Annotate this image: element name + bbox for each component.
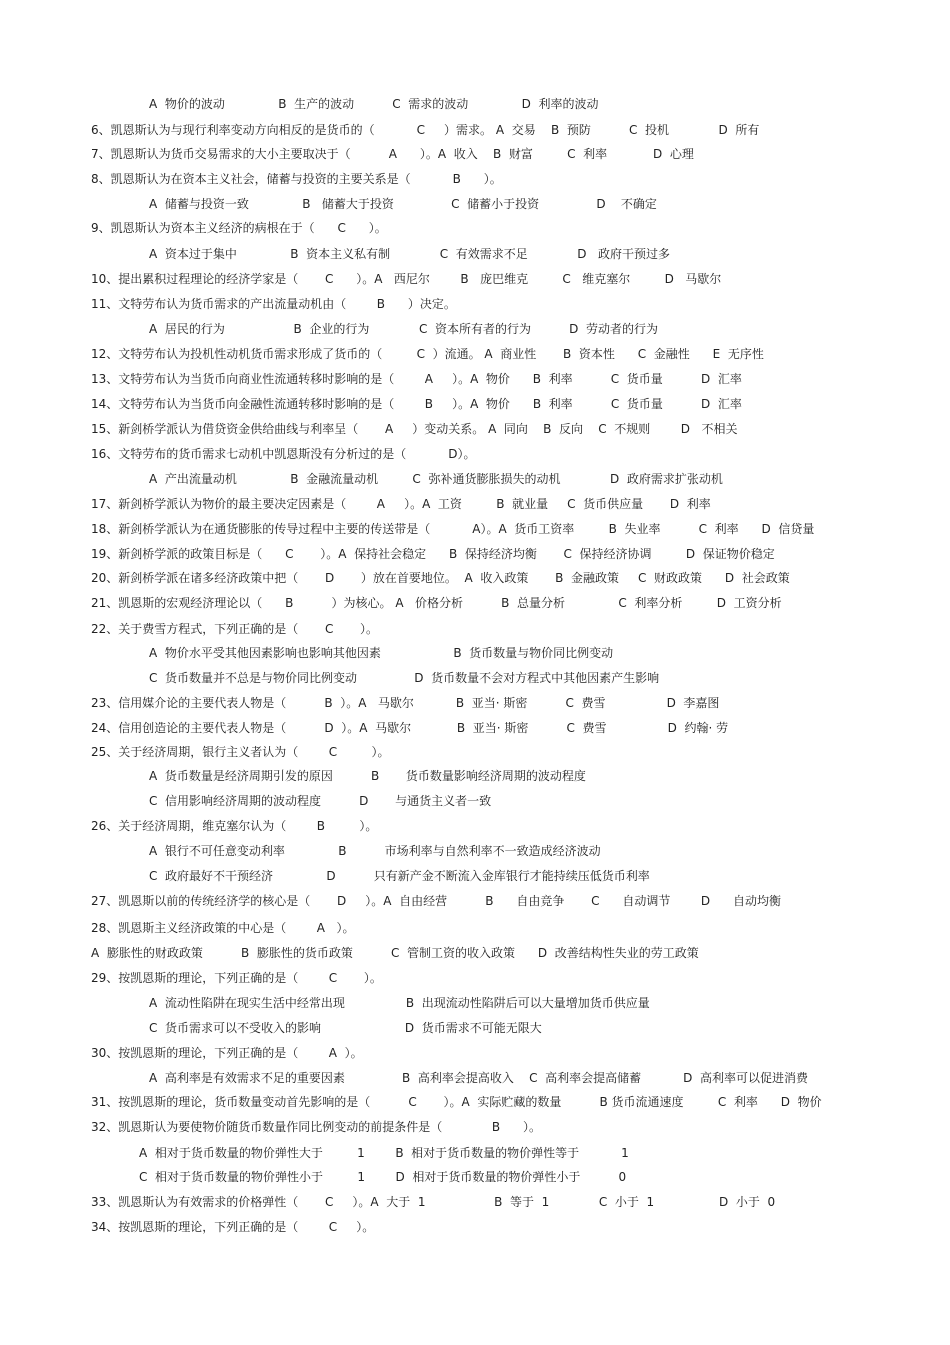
option-line: A 货币数量是经济周期引发的原因 B 货币数量影响经济周期的波动程度 [149,769,586,783]
option-line: A 物价水平受其他因素影响也影响其他因素 B 货币数量与物价同比例变动 [149,646,614,660]
option-line: C 货币数量并不总是与物价同比例变动 D 货币数量不会对方程式中其他因素产生影响 [149,671,660,685]
question-line: 17、新剑桥学派认为物价的最主要决定因素是（ A ）。A 工资 B 就业量 C 货币供应量 D 利率 [91,497,711,511]
option-line: A 资本过于集中 B 资本主义私有制 C 有效需求不足 D 政府干预过多 [149,247,670,261]
question-line: 19、新剑桥学派的政策目标是（ C ）。A 保持社会稳定 B 保持经济均衡 C 保持经济协调 D 保证物价稳定 [91,547,775,561]
question-line: 20、新剑桥学派在诸多经济政策中把（ D ）放在首要地位。 A 收入政策 B 金融政策 C 财政政策 D 社会政策 [91,571,790,585]
option-line: A 高利率是有效需求不足的重要因素 B 高利率会提高收入 C 高利率会提高储蓄 D 高利率可以促进消费 [149,1071,809,1085]
question-line: 27、凯恩斯以前的传统经济学的核心是（ D ）。A 自由经营 B 自由竞争 C 自动调节 D 自动均衡 [91,894,781,908]
question-line: 16、文特劳布的货币需求七动机中凯恩斯没有分析过的是（ D）。 [91,447,476,461]
question-line: 24、信用创造论的主要代表人物是（ D ）。A 马歇尔 B 亚当· 斯密 C 费雪 D 约翰· 劳 [91,721,729,735]
question-line: 21、凯恩斯的宏观经济理论以（ B ）为核心。 A 价格分析 B 总量分析 C 利率分析 D 工资分析 [91,596,782,610]
question-line: 11、文特劳布认为货币需求的产出流量动机由（ B ）决定。 [91,297,456,311]
option-line: A 储蓄与投资一致 B 储蓄大于投资 C 储蓄小于投资 D 不确定 [149,197,657,211]
option-line: A 膨胀性的财政政策 B 膨胀性的货币政策 C 管制工资的收入政策 D 改善结构性失业的劳工政策 [91,946,699,960]
question-line: 14、文特劳布认为当货币向金融性流通转移时影响的是（ B ）。A 物价 B 利率 C 货币量 D 汇率 [91,397,742,411]
question-line: 10、提出累积过程理论的经济学家是（ C ）。A 西尼尔 B 庞巴维克 C 维克塞尔 D 马歇尔 [91,272,722,286]
option-line: A 居民的行为 B 企业的行为 C 资本所有者的行为 D 劳动者的行为 [149,322,658,336]
question-line: 28、凯恩斯主义经济政策的中心是（ A ）。 [91,921,355,935]
option-line: A 物价的波动 B 生产的波动 C 需求的波动 D 利率的波动 [149,97,599,111]
question-line: 15、新剑桥学派认为借贷资金供给曲线与利率呈（ A ）变动关系。 A 同向 B 反向 C 不规则 D 不相关 [91,422,738,436]
option-line: A 产出流量动机 B 金融流量动机 C 弥补通货膨胀损失的动机 D 政府需求扩张动机 [149,472,723,486]
option-line: C 货币需求可以不受收入的影响 D 货币需求不可能无限大 [149,1021,542,1035]
question-line: 7、凯恩斯认为货币交易需求的大小主要取决于（ A ）。A 收入 B 财富 C 利率 D 心理 [91,147,694,161]
option-line: A 流动性陷阱在现实生活中经常出现 B 出现流动性陷阱后可以大量增加货币供应量 [149,996,650,1010]
option-line: A 银行不可任意变动利率 B 市场利率与自然利率不一致造成经济波动 [149,844,601,858]
question-line: 29、按凯恩斯的理论，下列正确的是（ C ）。 [91,971,382,985]
question-line: 18、新剑桥学派认为在通货膨胀的传导过程中主要的传送带是（ A）。A 货币工资率 B 失业率 C 利率 D 信贷量 [91,522,815,536]
question-line: 34、按凯恩斯的理论，下列正确的是（ C ）。 [91,1220,375,1234]
question-line: 6、凯恩斯认为与现行利率变动方向相反的是货币的（ C ）需求。 A 交易 B 预防 C 投机 D 所有 [91,123,760,137]
question-line: 31、按凯恩斯的理论，货币数量变动首先影响的是（ C ）。A 实际贮藏的数量 B 货币流通速度 C 利率 D 物价 [91,1095,822,1109]
question-line: 32、凯恩斯认为要使物价随货币数量作同比例变动的前提条件是（ B ）。 [91,1120,541,1134]
question-line: 13、文特劳布认为当货币向商业性流通转移时影响的是（ A ）。A 物价 B 利率 C 货币量 D 汇率 [91,372,742,386]
question-line: 33、凯恩斯认为有效需求的价格弹性（ C ）。A 大于 1 B 等于 1 C 小于 1 D 小于 0 [91,1195,776,1209]
option-line: C 信用影响经济周期的波动程度 D 与通货主义者一致 [149,794,492,808]
question-line: 8、凯恩斯认为在资本主义社会，储蓄与投资的主要关系是（ B ）。 [91,172,502,186]
question-line: 9、凯恩斯认为资本主义经济的病根在于（ C ）。 [91,221,387,235]
option-line: C 政府最好不干预经济 D 只有新产金不断流入金库银行才能持续压低货币利率 [149,869,650,883]
question-line: 25、关于经济周期，银行主义者认为（ C ）。 [91,745,390,759]
question-line: 12、文特劳布认为投机性动机货币需求形成了货币的（ C ）流通。 A 商业性 B 资本性 C 金融性 E 无序性 [91,347,764,361]
question-line: 26、关于经济周期，维克塞尔认为（ B ）。 [91,819,378,833]
option-line: A 相对于货币数量的物价弹性大于 1 B 相对于货币数量的物价弹性等于 1 [139,1146,629,1160]
question-line: 22、关于费雪方程式，下列正确的是（ C ）。 [91,622,379,636]
question-line: 30、按凯恩斯的理论，下列正确的是（ A ）。 [91,1046,363,1060]
option-line: C 相对于货币数量的物价弹性小于 1 D 相对于货币数量的物价弹性小于 0 [139,1170,627,1184]
question-line: 23、信用媒介论的主要代表人物是（ B ）。A 马歇尔 B 亚当· 斯密 C 费雪 D 李嘉图 [91,696,720,710]
